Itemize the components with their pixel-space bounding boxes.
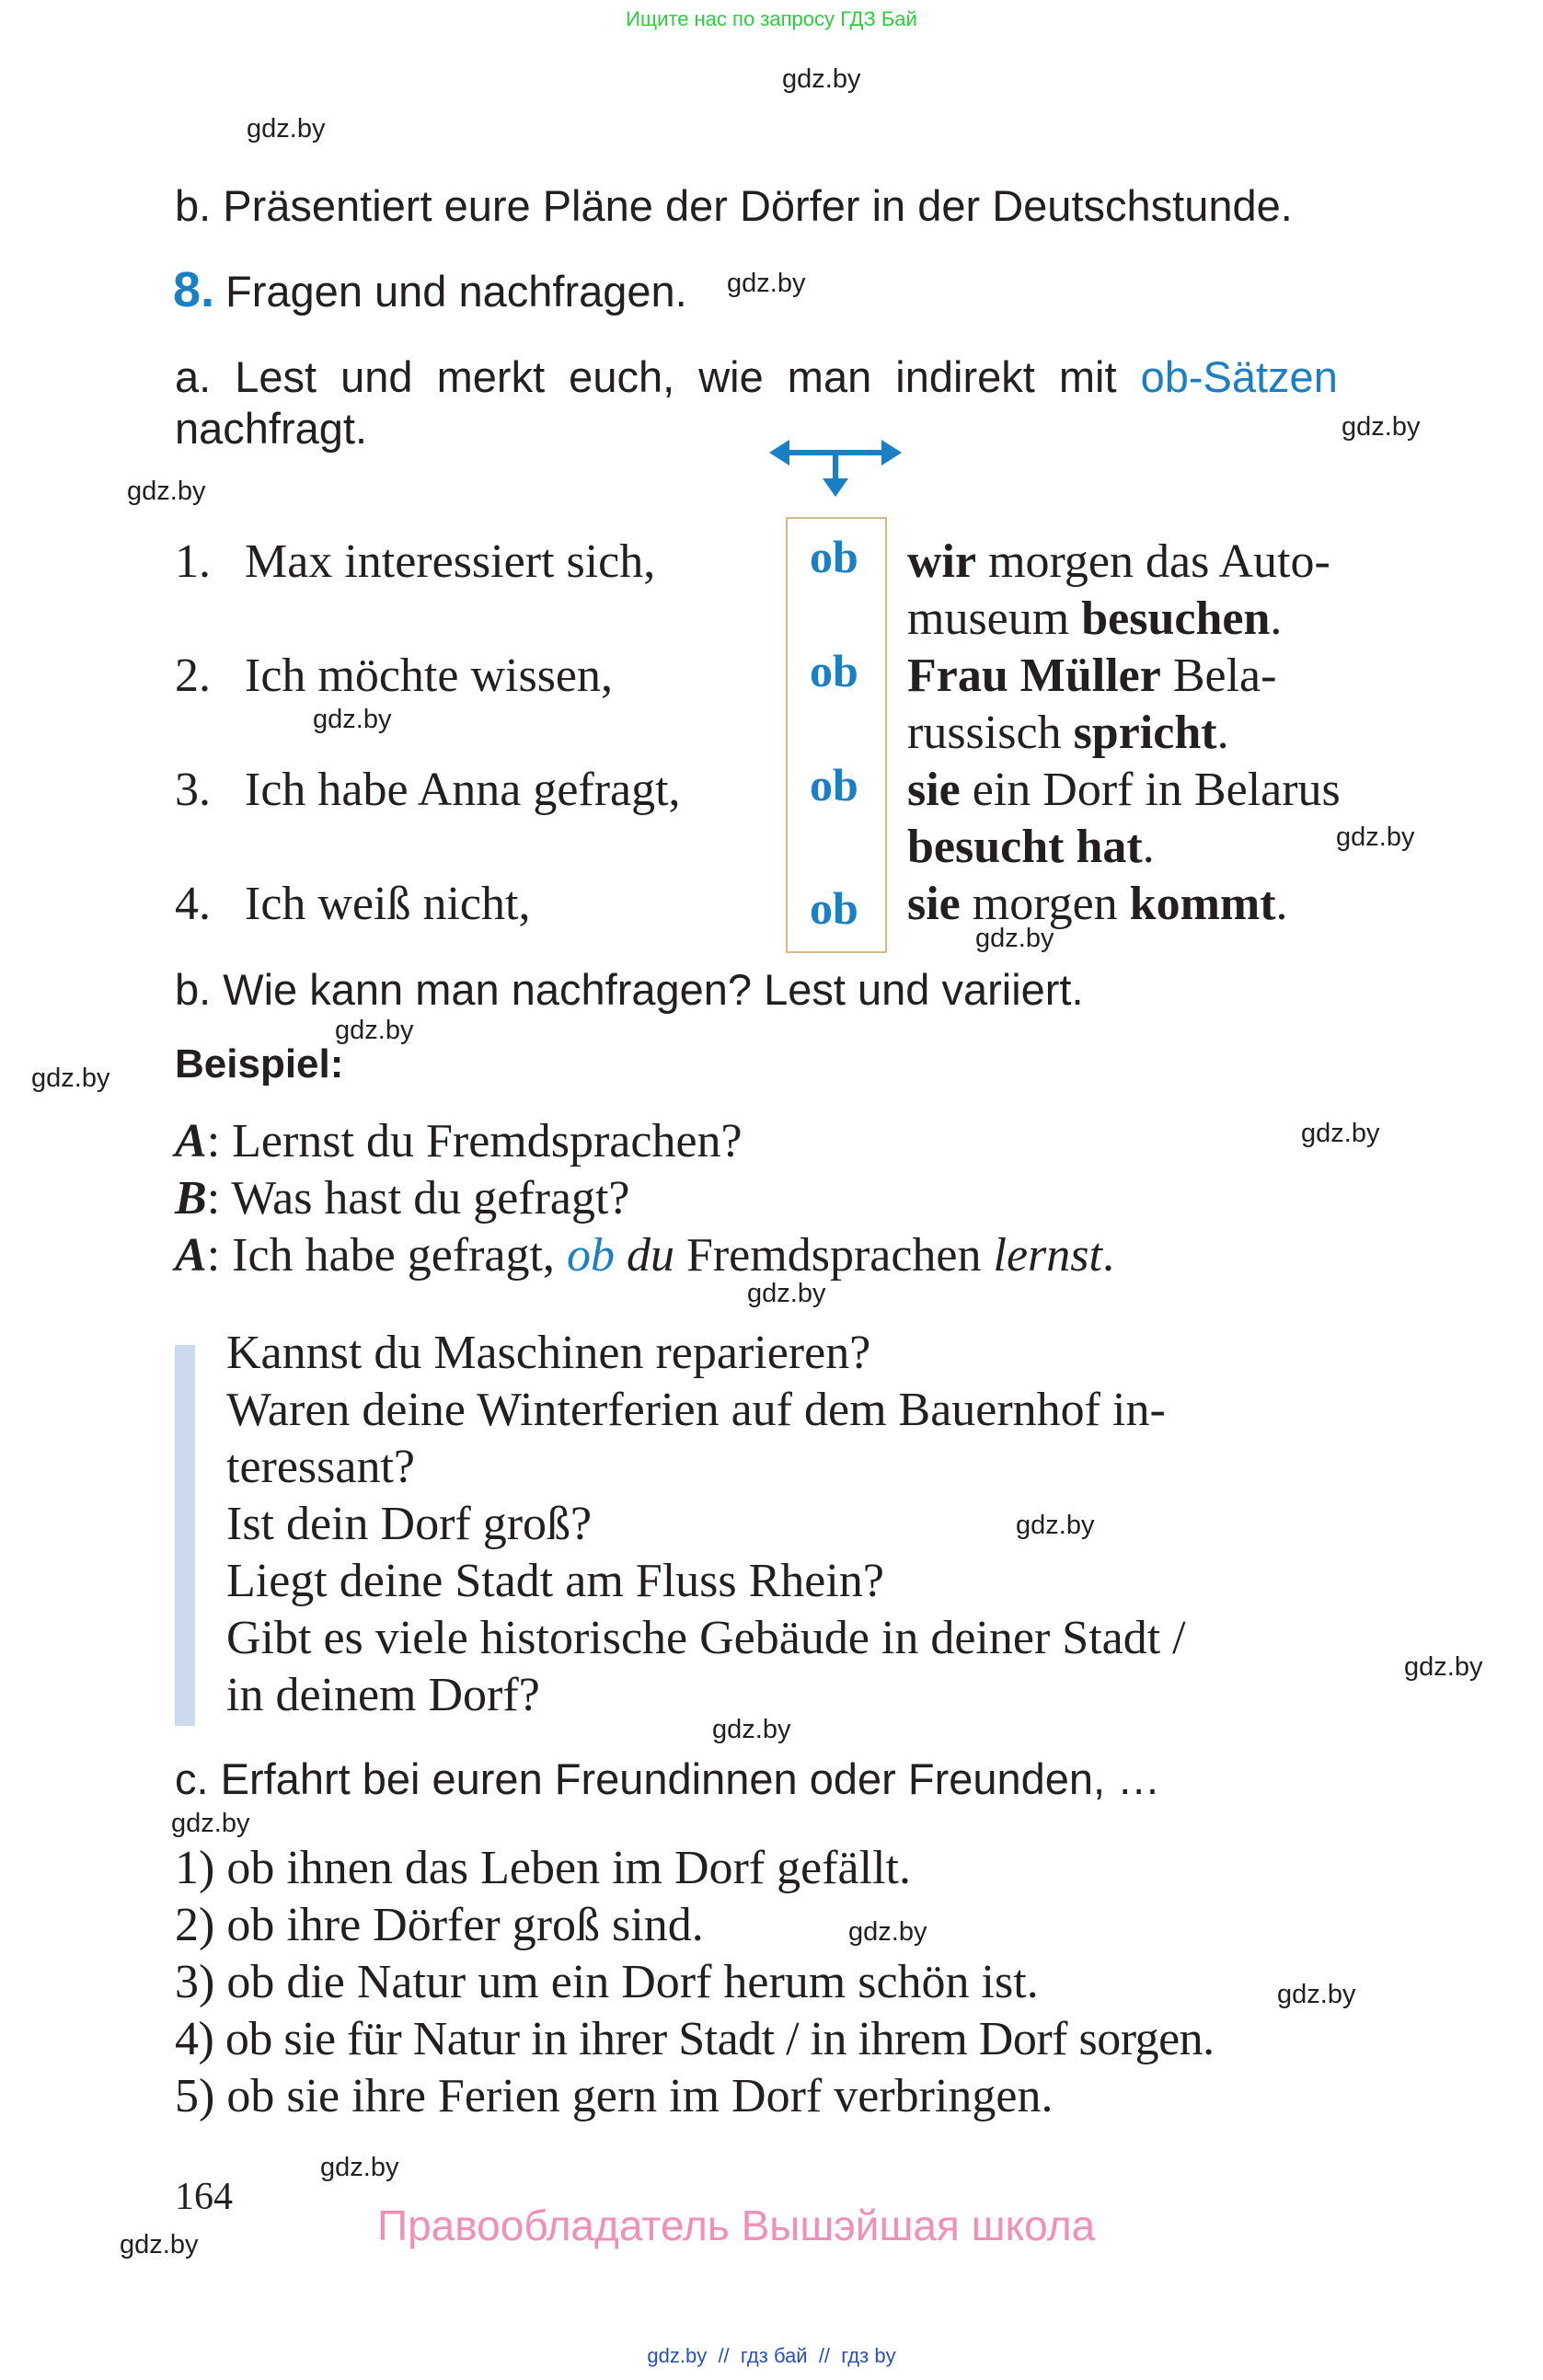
watermark: gdz.by [782,64,861,94]
table-row-1-main: Max interessiert sich, [245,535,656,588]
part-a-text: a. Lest und merkt euch, wie man indirekt mit [175,352,1141,401]
table-row-4-number: 4. [175,878,211,930]
double-arrow-down-icon [769,431,902,500]
part-a-instruction [175,351,1338,402]
watermark: gdz.by [848,1917,927,1947]
part-b-instruction: b. Wie kann man nachfragen? Lest und variiert. [175,965,1084,1014]
watermark: gdz.by [313,705,392,734]
question-line: Liegt deine Stadt am Fluss Rhein? [226,1555,884,1607]
list-item: 4) ob sie für Natur in ihrer Stadt / in ihrem Dorf sorgen. [175,2013,1215,2065]
table-row-1-sub-line1: wir morgen das Auto- [907,535,1330,588]
table-row-2-sub-line2: russisch spricht. [907,707,1229,759]
watermark: gdz.by [127,477,206,506]
exercise-heading [173,261,687,318]
question-line: Ist dein Dorf groß? [226,1498,593,1550]
watermark: gdz.by [975,924,1054,953]
question-block-bar [175,1345,195,1726]
ob-conjunction: ob [810,531,858,582]
part-a-instruction-line2: nachfragt. [175,404,368,453]
dialog-line-2: B: Was hast du gefragt? [175,1172,630,1224]
watermark: gdz.by [747,1279,826,1308]
watermark: gdz.by [171,1809,250,1838]
task-b-instruction: b. Präsentiert eure Pläne der Dörfer in der Deutschstunde. [175,181,1293,230]
watermark: gdz.by [247,114,326,144]
rights-holder: Правообладатель Вышэйшая школа [377,2202,1096,2249]
ob-saetze-highlight: ob-Sätzen [1140,352,1338,401]
watermark: gdz.by [1404,1652,1483,1682]
exercise-number: 8. [173,262,215,317]
table-row-4-main: Ich weiß nicht, [245,878,531,930]
page-number: 164 [175,2176,233,2218]
table-row-4-sub-line1: sie morgen kommt. [907,878,1288,930]
top-banner: Ищите нас по запросу ГДЗ Бай [626,7,917,30]
table-row-1-number: 1. [175,535,211,588]
watermark: gdz.by [712,1715,791,1744]
list-item: 2) ob ihre Dörfer groß sind. [175,1899,704,1951]
list-item: 5) ob sie ihre Ferien gern im Dorf verbringen. [175,2070,1054,2122]
table-row-3-number: 3. [175,764,211,816]
table-row-3-sub-line2: besucht hat. [907,821,1155,873]
watermark: gdz.by [1336,822,1415,852]
table-row-2-main: Ich möchte wissen, [245,650,614,702]
table-row-2-number: 2. [175,650,211,702]
list-item: 1) ob ihnen das Leben im Dorf gefällt. [175,1842,911,1894]
table-row-2-sub-line1: Frau Müller Bela- [907,650,1277,702]
dialog-line-3: A: Ich habe gefragt, ob du Fremdsprachen lernst. [175,1229,1114,1282]
question-line: teressant? [226,1441,416,1493]
watermark: gdz.by [120,2230,199,2259]
watermark: gdz.by [1341,412,1421,442]
watermark: gdz.by [320,2153,399,2182]
table-row-3-sub-line1: sie ein Dorf in Belarus [907,764,1341,816]
footer-links: gdz.by // гдз бай // гдз by [647,2344,896,2367]
question-line: Waren deine Winterferien auf dem Bauernhof in- [226,1384,1166,1436]
question-line: Kannst du Maschinen reparieren? [226,1327,871,1379]
ob-conjunction: ob [810,882,858,934]
question-line: in deinem Dorf? [226,1669,540,1721]
table-row-1-sub-line2: museum besuchen. [907,592,1283,645]
dialog-line-1: A: Lernst du Fremdsprachen? [175,1115,743,1167]
watermark: gdz.by [1301,1119,1380,1148]
watermark: gdz.by [727,269,806,298]
question-line: Gibt es viele historische Gebäude in deiner Stadt / [226,1612,1186,1664]
watermark: gdz.by [31,1064,110,1093]
table-row-3-main: Ich habe Anna gefragt, [245,764,681,816]
watermark: gdz.by [1016,1511,1095,1540]
ob-conjunction: ob [810,645,858,696]
ob-conjunction: ob [810,759,858,811]
list-item: 3) ob die Natur um ein Dorf herum schön ist. [175,1956,1039,2008]
example-label: Beispiel: [175,1041,344,1087]
watermark: gdz.by [1277,1980,1356,2009]
exercise-title: Fragen und nachfragen. [225,267,687,316]
part-c-instruction: c. Erfahrt bei euren Freundinnen oder Freunden, … [175,1754,1161,1803]
watermark: gdz.by [335,1016,414,1045]
